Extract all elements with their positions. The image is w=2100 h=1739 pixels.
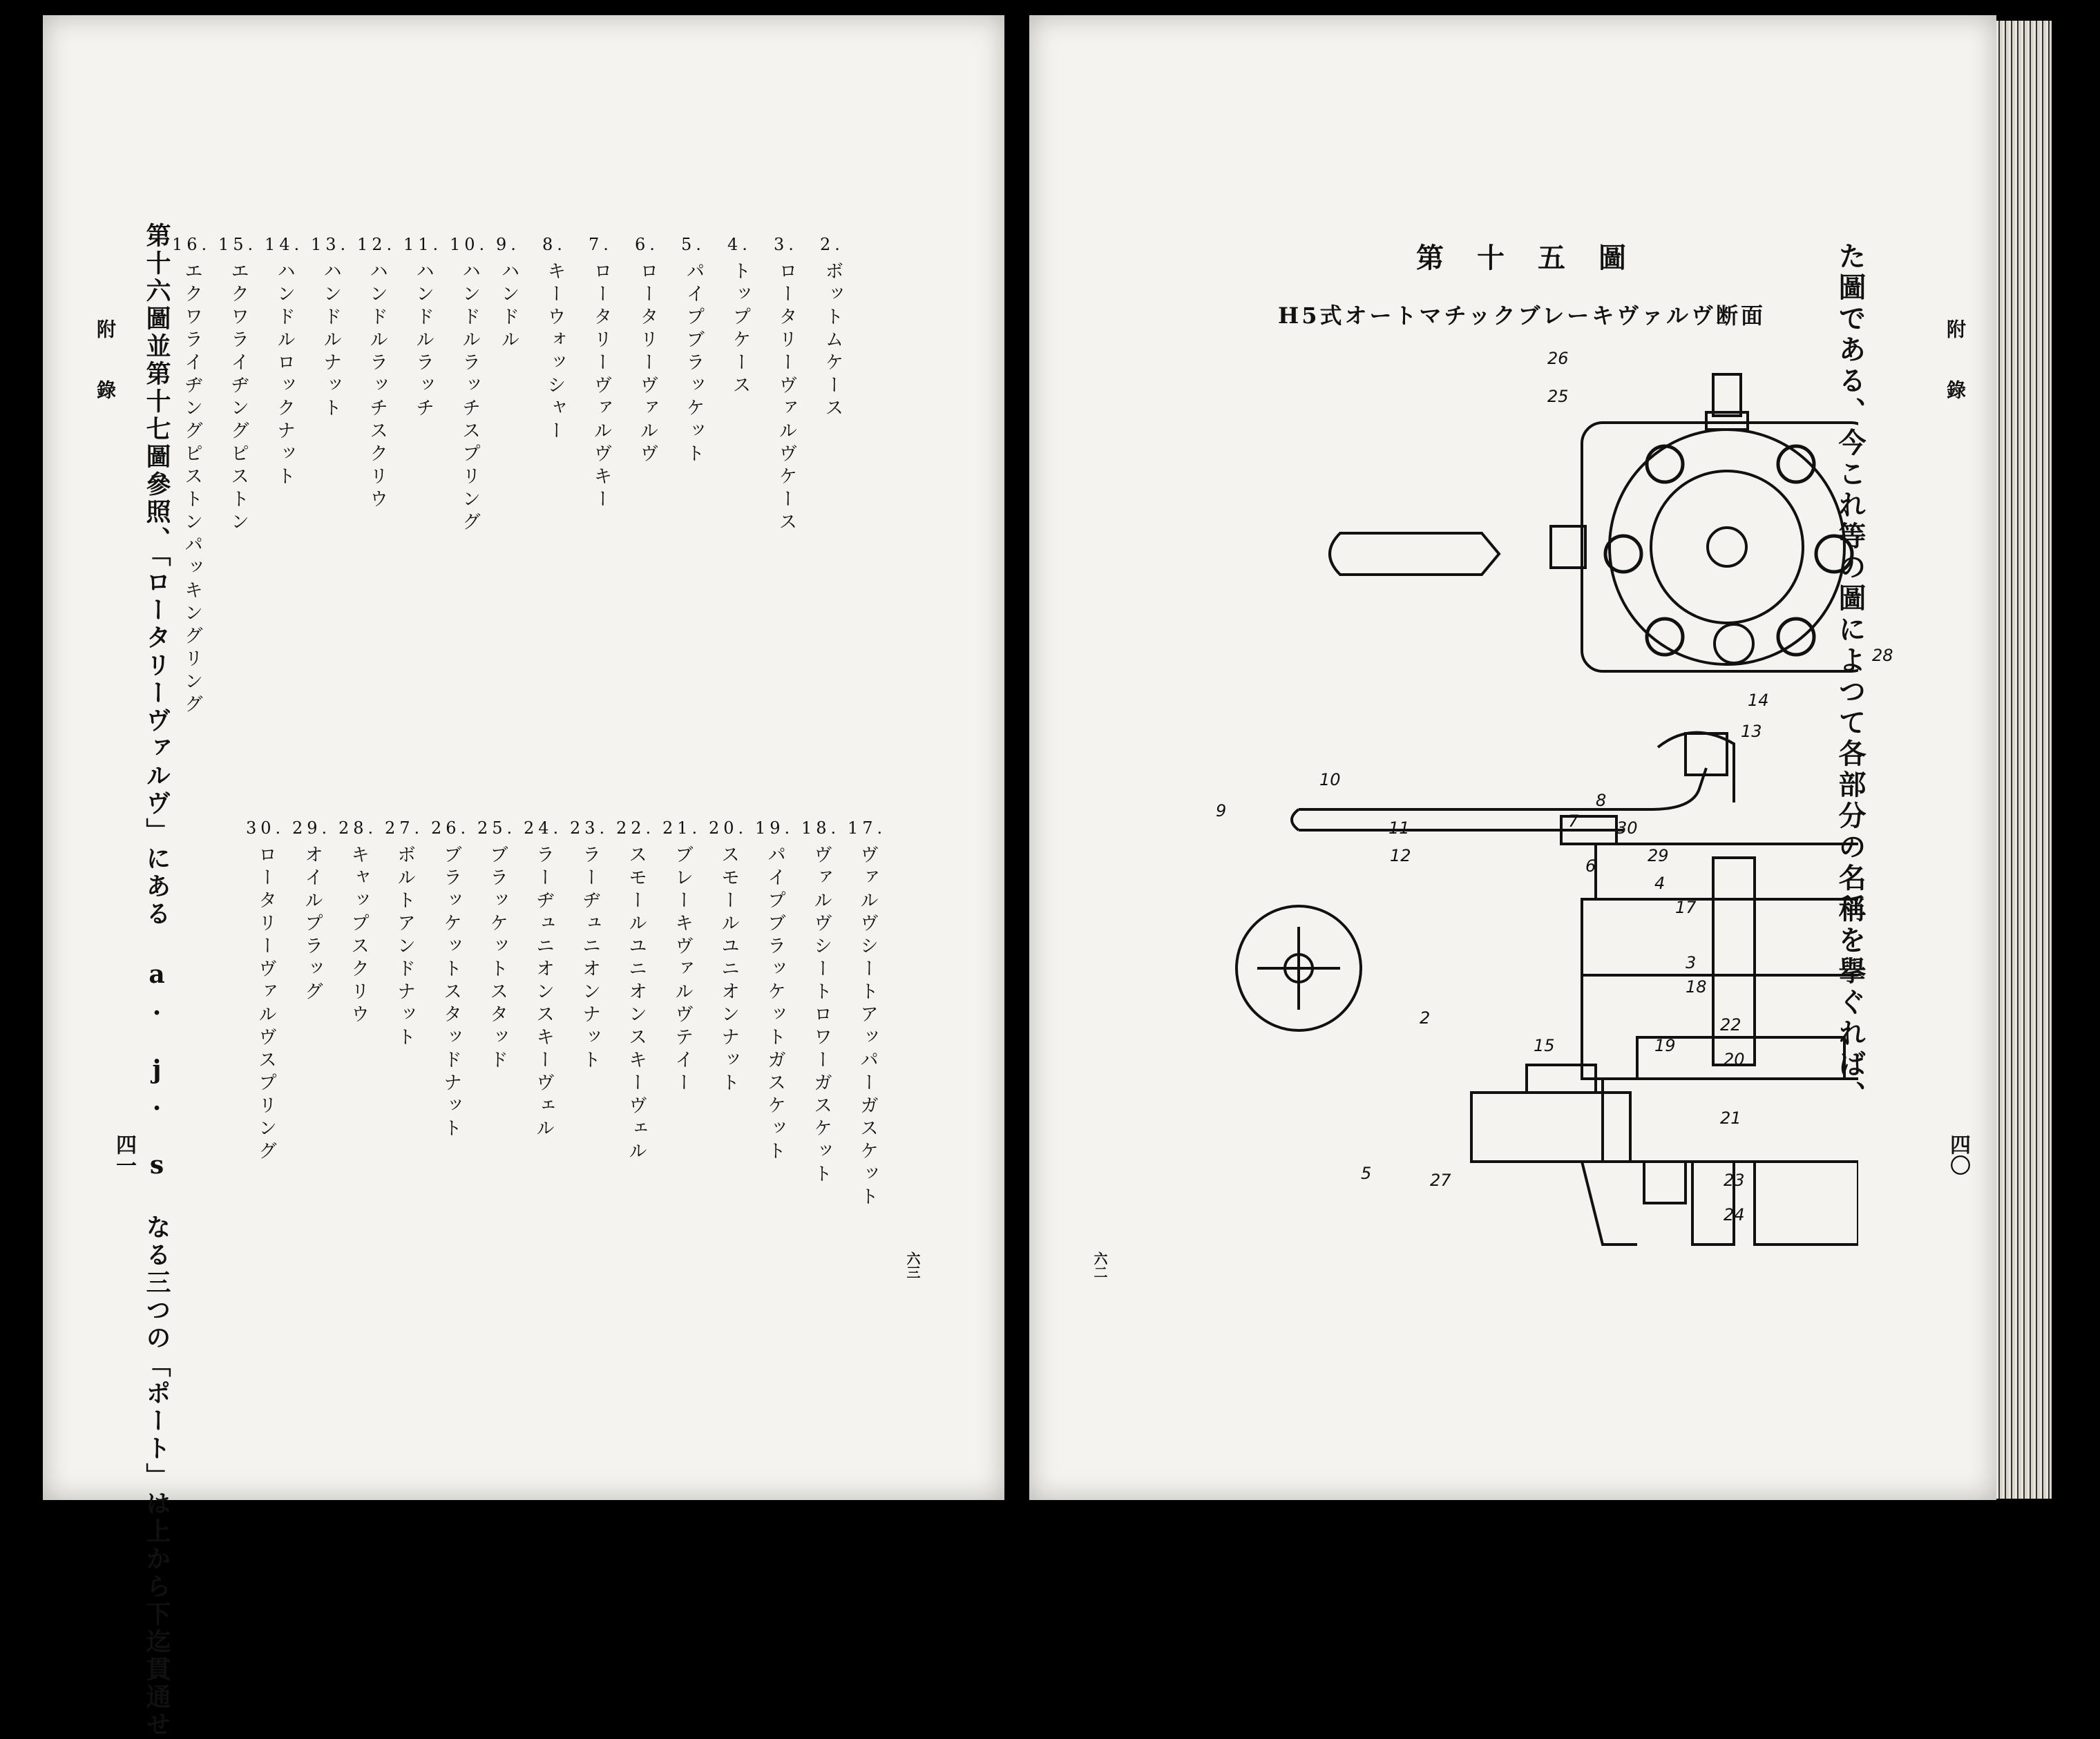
list-item-text: ラーヂュニオンナット — [579, 845, 601, 1073]
list-item-number: 17. — [848, 818, 887, 838]
callout-number: 6 — [1585, 856, 1596, 876]
callout-number: 15 — [1534, 1036, 1555, 1055]
right-marginal-number: 六二 — [1091, 1251, 1108, 1279]
right-page-number: 四〇 — [1946, 1134, 1970, 1175]
list-item — [801, 820, 840, 1186]
list-item-text: エクワライヂングピストン — [227, 261, 249, 535]
list-item-number: 26. — [431, 818, 470, 838]
list-item-number: 24. — [524, 818, 563, 838]
callout-number: 25 — [1547, 387, 1569, 406]
list-item — [292, 820, 331, 1004]
callout-number: 23 — [1724, 1171, 1745, 1190]
list-item — [357, 236, 396, 512]
list-item — [570, 820, 609, 1073]
list-item — [246, 820, 285, 1164]
list-item-number: 13. — [311, 235, 350, 254]
callout-number: 19 — [1654, 1036, 1676, 1055]
list-item — [172, 236, 211, 717]
list-item-text: ハンドル — [497, 261, 519, 352]
left-page — [43, 15, 1004, 1739]
callout-number: 9 — [1216, 801, 1227, 820]
list-item — [616, 820, 655, 1164]
list-item-number: 23. — [570, 818, 609, 838]
figure-title: 第十五圖 — [1416, 242, 1659, 274]
list-item-number: 15. — [218, 235, 258, 254]
callout-number: 12 — [1390, 846, 1411, 865]
list-item-number: 16. — [172, 235, 211, 254]
list-item — [218, 236, 257, 535]
list-item-number: 11. — [403, 235, 443, 254]
callout-number: 2 — [1420, 1008, 1431, 1028]
body-line: た圖である、今これ等の圖によつて各部分の名稱を擧ぐれば、 — [1834, 242, 1867, 1112]
list-item — [542, 236, 566, 443]
list-item — [477, 820, 516, 1073]
callout-number: 3 — [1686, 953, 1697, 972]
list-item — [450, 236, 488, 535]
list-item-number: 12. — [357, 235, 397, 254]
list-item — [496, 236, 520, 352]
list-item-text: キーウォッシャー — [544, 261, 566, 443]
book-gutter — [1003, 0, 1031, 1525]
list-item-number: 20. — [709, 818, 748, 838]
list-item-text: ボットムケース — [821, 261, 843, 421]
callout-number: 7 — [1568, 811, 1579, 831]
list-item — [265, 236, 303, 489]
list-item-number: 10. — [450, 235, 489, 254]
callout-number: 21 — [1720, 1108, 1741, 1128]
list-item-number: 21. — [662, 818, 702, 838]
figure-subtitle: H5式オートマチックブレーキヴァルヴ断面 — [1278, 302, 1766, 329]
list-item — [311, 236, 350, 421]
right-header: 附錄 — [1944, 319, 1967, 441]
callout-number: 29 — [1648, 846, 1669, 865]
list-item-text: ブレーキヴァルヴテイー — [671, 845, 694, 1095]
callout-number: 18 — [1686, 977, 1707, 997]
brake-valve-drawing — [1209, 347, 1858, 1258]
list-item-text: キャップスクリウ — [347, 845, 370, 1027]
list-item-number: 14. — [265, 235, 304, 254]
list-item-number: 29. — [292, 818, 332, 838]
callout-number: 5 — [1361, 1164, 1372, 1183]
callout-number: 17 — [1675, 898, 1697, 917]
callout-number: 13 — [1741, 722, 1762, 741]
list-item-number: 4. — [727, 235, 752, 254]
list-item-text: ヴァルヴシートアッパーガスケット — [857, 845, 879, 1209]
list-item-text: トップケース — [729, 261, 751, 398]
body-line: 第十六圖並第十七圖參照、「ロータリーヴァルヴ」にある a. j. s なる三つの「ポート」は上から下迄貫通せ — [142, 222, 171, 1739]
list-item-text: ラーヂュニオンスキーヴェル — [533, 845, 555, 1141]
callout-number: 10 — [1319, 770, 1341, 789]
list-item-text: ロータリーヴァルヴ — [636, 261, 658, 466]
list-item-number: 7. — [589, 235, 613, 254]
callout-number: 24 — [1724, 1205, 1745, 1224]
list-item-number: 28. — [338, 818, 378, 838]
callout-number: 28 — [1872, 646, 1893, 665]
list-item — [755, 820, 794, 1164]
list-item-text: ブラッケットスタッドナット — [440, 845, 462, 1141]
list-item-text: ハンドルラッチスプリング — [459, 261, 481, 535]
callout-number: 8 — [1596, 791, 1607, 810]
list-item-text: オイルプラッグ — [301, 845, 323, 1004]
page-edges — [1996, 21, 2052, 1499]
list-item — [727, 236, 752, 398]
list-item-number: 19. — [755, 818, 794, 838]
list-item-number: 27. — [385, 818, 424, 838]
list-item — [709, 820, 747, 1095]
callout-number: 11 — [1388, 818, 1410, 838]
left-marginal-number: 六三 — [904, 1251, 921, 1279]
callout-number: 14 — [1748, 691, 1769, 710]
list-item-text: ハンドルロックナット — [274, 261, 296, 489]
list-item-text: スモールユニオンスキーヴェル — [625, 845, 647, 1164]
left-page-number: 四一 — [112, 1134, 136, 1175]
list-item-text: ハンドルラッチスクリウ — [366, 261, 388, 512]
list-item-text: ロータリーヴァルヴキー — [590, 261, 612, 512]
list-item — [403, 236, 442, 421]
list-item-number: 30. — [246, 818, 285, 838]
callout-number: 20 — [1724, 1050, 1745, 1069]
list-item-number: 3. — [774, 235, 798, 254]
list-item — [524, 820, 562, 1141]
list-item — [431, 820, 470, 1141]
left-header: 附錄 — [94, 319, 117, 441]
list-item-text: ボルトアンドナット — [394, 845, 416, 1050]
list-item-number: 22. — [616, 818, 656, 838]
list-item — [385, 820, 423, 1050]
list-item — [681, 236, 705, 466]
list-item-text: ヴァルヴシートロワーガスケット — [810, 845, 832, 1186]
list-item — [848, 820, 886, 1209]
list-item-text: ロータリーヴァルヴケース — [775, 261, 797, 535]
list-item-number: 6. — [635, 235, 659, 254]
list-item-text: ハンドルラッチ — [412, 261, 435, 421]
list-item-text: スモールユニオンナット — [718, 845, 740, 1095]
callout-number: 27 — [1430, 1171, 1451, 1190]
callout-number: 22 — [1720, 1015, 1741, 1035]
list-item-number: 5. — [681, 235, 705, 254]
list-item-text: パイプブラッケット — [682, 261, 705, 466]
list-item-number: 18. — [801, 818, 841, 838]
list-item-text: エクワライヂングピストンパッキングリング — [181, 261, 203, 717]
list-item — [774, 236, 798, 535]
list-item-number: 9. — [496, 235, 520, 254]
list-item-text: パイプブラッケットガスケット — [764, 845, 786, 1164]
right-page — [1029, 15, 1996, 1500]
list-item-text: ロータリーヴァルヴスプリング — [255, 845, 277, 1164]
list-item-number: 25. — [477, 818, 517, 838]
list-item-number: 2. — [820, 235, 844, 254]
list-item — [338, 820, 377, 1027]
list-item-text: ハンドルナット — [320, 261, 342, 421]
list-item — [635, 236, 659, 466]
callout-number: 4 — [1654, 874, 1665, 893]
list-item — [662, 820, 701, 1095]
list-item-text: ブラッケットスタッド — [486, 845, 508, 1073]
list-item-number: 8. — [542, 235, 566, 254]
list-item — [589, 236, 613, 512]
callout-number: 26 — [1547, 349, 1569, 368]
callout-number: 30 — [1616, 818, 1638, 838]
list-item — [820, 236, 844, 421]
